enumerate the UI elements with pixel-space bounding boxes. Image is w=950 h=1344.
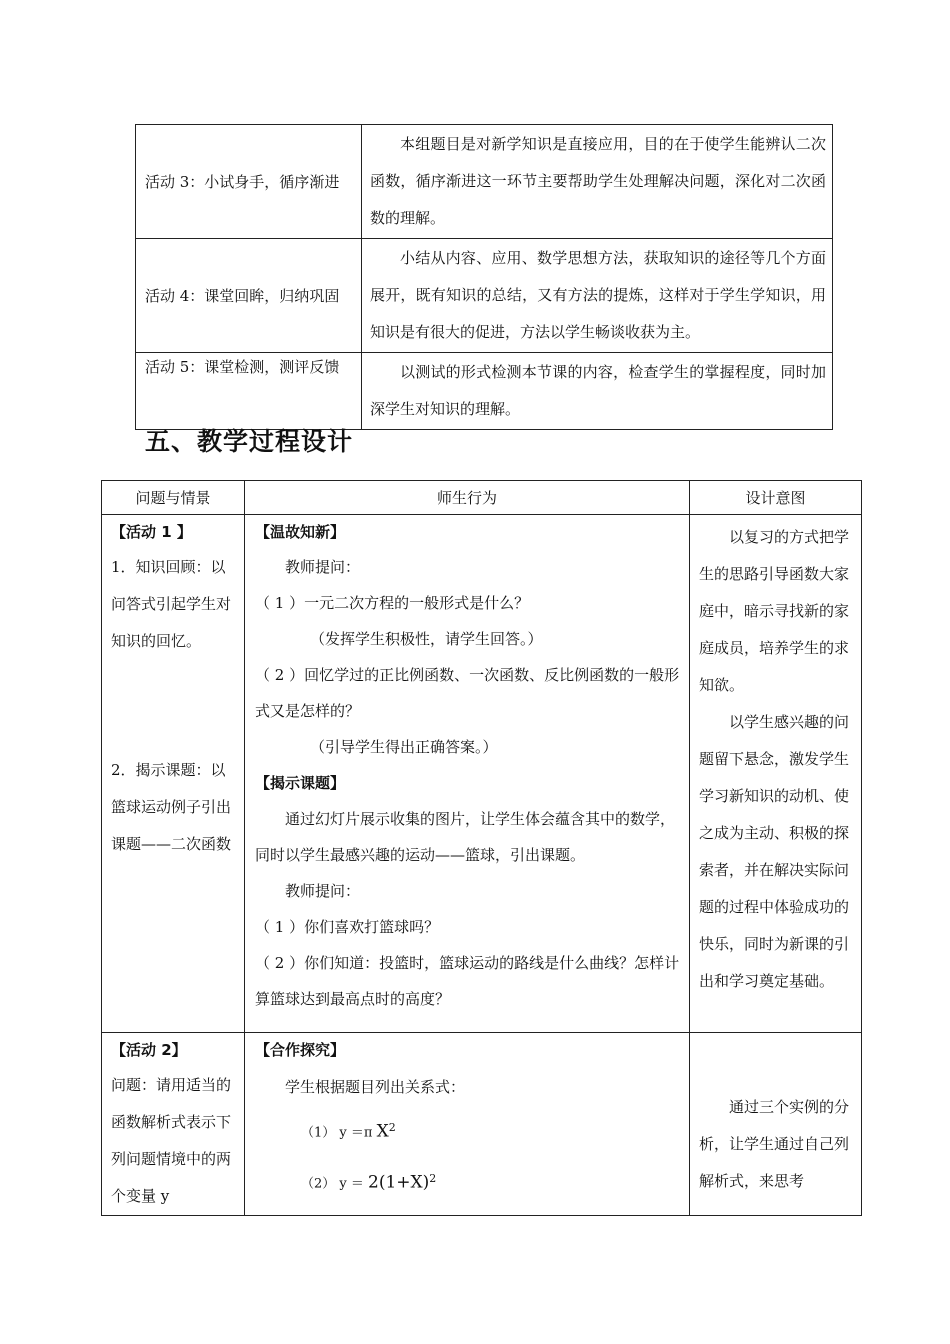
problem-item: 2．揭示课题：以篮球运动例子引出课题——二次函数 bbox=[111, 761, 232, 853]
equation-2 bbox=[255, 1156, 685, 1207]
text-line: 教师提问： bbox=[285, 558, 361, 576]
problem-cell bbox=[102, 1033, 245, 1216]
text-line: （引导学生得出正确答案。） bbox=[310, 738, 498, 756]
header-cell: 问题与情景 bbox=[102, 481, 245, 515]
eq-var: 2(1+X) bbox=[368, 1172, 430, 1193]
activity-title: 【活动 2】 bbox=[111, 1041, 187, 1059]
table-row bbox=[102, 1033, 862, 1216]
equation-1 bbox=[255, 1105, 685, 1156]
subsection-title: 【揭示课题】 bbox=[255, 774, 346, 792]
table-row bbox=[136, 239, 833, 353]
text-line: 以复习的方式把学生的思路引导函数大家庭中，暗示寻找新的家庭成员，培养学生的求知欲。 bbox=[699, 528, 850, 694]
problem-cell bbox=[102, 515, 245, 1033]
text-line: 通过三个实例的分析，让学生通过自己列解析式，来思考 bbox=[699, 1098, 850, 1190]
text-line: （ 2 ）你们知道：投篮时，篮球运动的路线是什么曲线？怎样计算篮球达到最高点时的高度？ bbox=[255, 954, 680, 1008]
text-line: （ 1 ）一元二次方程的一般形式是什么？ bbox=[255, 594, 530, 612]
eq-exponent: 2 bbox=[388, 1121, 396, 1134]
text-line: 教师提问： bbox=[285, 882, 361, 900]
table-row bbox=[136, 125, 833, 239]
description-cell: 小结从内容、应用、数学思想方法，获取知识的途径等几个方面展开，既有知识的总结，又有方法的提炼，这样对于学生学知识，用知识是有很大的促进，方法以学生畅谈收获为主。 bbox=[362, 239, 833, 353]
subsection-title: 【合作探究】 bbox=[255, 1041, 346, 1059]
teacher-student-cell bbox=[245, 515, 690, 1033]
text-line: （发挥学生积极性，请学生回答。） bbox=[310, 630, 543, 648]
eq-label: （1） bbox=[301, 1125, 336, 1141]
header-cell: 师生行为 bbox=[245, 481, 690, 515]
eq-label: （2） bbox=[301, 1176, 336, 1192]
activity-cell: 活动 5：课堂检测，测评反馈 bbox=[136, 353, 362, 430]
subsection-title: 【温故知新】 bbox=[255, 523, 346, 541]
spacer bbox=[111, 660, 240, 752]
activity-cell: 活动 4：课堂回眸，归纳巩固 bbox=[136, 239, 362, 353]
teacher-student-cell bbox=[245, 1033, 690, 1216]
text-line: 以学生感兴趣的问题留下悬念，激发学生学习新知识的动机、使之成为主动、积极的探索者，并在解决实际问题的过程中体验成功的快乐，同时为新课的引出和学习奠定基础。 bbox=[699, 713, 850, 990]
section-title: 五、教学过程设计 bbox=[145, 427, 354, 456]
table-header-row bbox=[102, 481, 862, 515]
teaching-process-table bbox=[101, 480, 862, 1216]
eq-exponent: 2 bbox=[429, 1172, 437, 1186]
problem-text: 问题：请用适当的函数解析式表示下列问题情境中的两个变量 y bbox=[111, 1076, 232, 1205]
description-cell: 本组题目是对新学知识是直接应用，目的在于使学生能辨认二次函数，循序渐进这一环节主要帮助学生处理解决问题，深化对二次函数的理解。 bbox=[362, 125, 833, 239]
design-intent-cell bbox=[690, 1033, 862, 1216]
design-intent-cell bbox=[690, 515, 862, 1033]
text-line: 通过幻灯片展示收集的图片，让学生体会蕴含其中的数学，同时以学生最感兴趣的运动——篮球，引出课题。 bbox=[255, 810, 676, 864]
text-line: （ 2 ）回忆学过的正比例函数、一次函数、反比例函数的一般形式又是怎样的？ bbox=[255, 666, 680, 720]
description-cell: 以测试的形式检测本节课的内容，检查学生的掌握程度，同时加深学生对知识的理解。 bbox=[362, 353, 833, 430]
text-line: 学生根据题目列出关系式： bbox=[285, 1078, 466, 1096]
problem-item: 1．知识回顾：以问答式引起学生对知识的回忆。 bbox=[111, 558, 232, 650]
table-row bbox=[102, 515, 862, 1033]
activity-cell: 活动 3：小试身手，循序渐进 bbox=[136, 125, 362, 239]
eq-body: y ＝ bbox=[339, 1176, 364, 1192]
activity-summary-table bbox=[135, 124, 833, 430]
eq-var: X bbox=[376, 1121, 389, 1142]
header-cell: 设计意图 bbox=[690, 481, 862, 515]
eq-body: y ＝π bbox=[339, 1125, 373, 1141]
table-row bbox=[136, 353, 833, 430]
text-line: （ 1 ）你们喜欢打篮球吗？ bbox=[255, 918, 440, 936]
activity-title: 【活动 1 】 bbox=[111, 523, 192, 541]
